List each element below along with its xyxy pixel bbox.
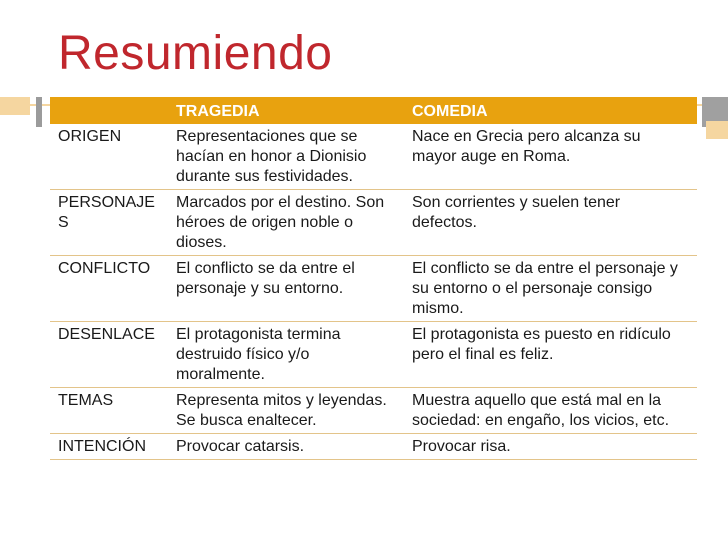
table-row xyxy=(50,190,697,256)
tragedia-cell: Representaciones que se hacían en honor a Dionisio durante sus festividades. xyxy=(166,124,402,190)
row-label: INTENCIÓN xyxy=(50,434,166,460)
table-row xyxy=(50,124,697,190)
decorative-block-left xyxy=(36,97,42,127)
decorative-bar-left xyxy=(0,97,30,115)
tragedia-cell: Representa mitos y leyendas. Se busca enaltecer. xyxy=(166,388,402,434)
header-empty xyxy=(50,97,166,124)
table-row xyxy=(50,322,697,388)
row-label: PERSONAJES xyxy=(50,190,166,256)
decorative-bar-right xyxy=(706,121,728,139)
row-label: CONFLICTO xyxy=(50,256,166,322)
comedia-cell: El conflicto se da entre el personaje y su entorno o el personaje consigo mismo. xyxy=(402,256,697,322)
tragedia-cell: Provocar catarsis. xyxy=(166,434,402,460)
slide-title: Resumiendo xyxy=(58,27,333,80)
row-label: ORIGEN xyxy=(50,124,166,190)
summary-table xyxy=(50,97,697,460)
tragedia-cell: Marcados por el destino. Son héroes de origen noble o dioses. xyxy=(166,190,402,256)
table-row xyxy=(50,434,697,460)
comedia-cell: Nace en Grecia pero alcanza su mayor auge en Roma. xyxy=(402,124,697,190)
comedia-cell: Muestra aquello que está mal en la sociedad: en engaño, los vicios, etc. xyxy=(402,388,697,434)
tragedia-cell: El protagonista termina destruido físico y/o moralmente. xyxy=(166,322,402,388)
header-comedia: COMEDIA xyxy=(402,97,697,124)
comedia-cell: Son corrientes y suelen tener defectos. xyxy=(402,190,697,256)
header-tragedia: TRAGEDIA xyxy=(166,97,402,124)
comedia-cell: Provocar risa. xyxy=(402,434,697,460)
table-row xyxy=(50,256,697,322)
table-header-row xyxy=(50,97,697,124)
row-label: TEMAS xyxy=(50,388,166,434)
row-label: DESENLACE xyxy=(50,322,166,388)
comedia-cell: El protagonista es puesto en ridículo pero el final es feliz. xyxy=(402,322,697,388)
table-row xyxy=(50,388,697,434)
tragedia-cell: El conflicto se da entre el personaje y su entorno. xyxy=(166,256,402,322)
